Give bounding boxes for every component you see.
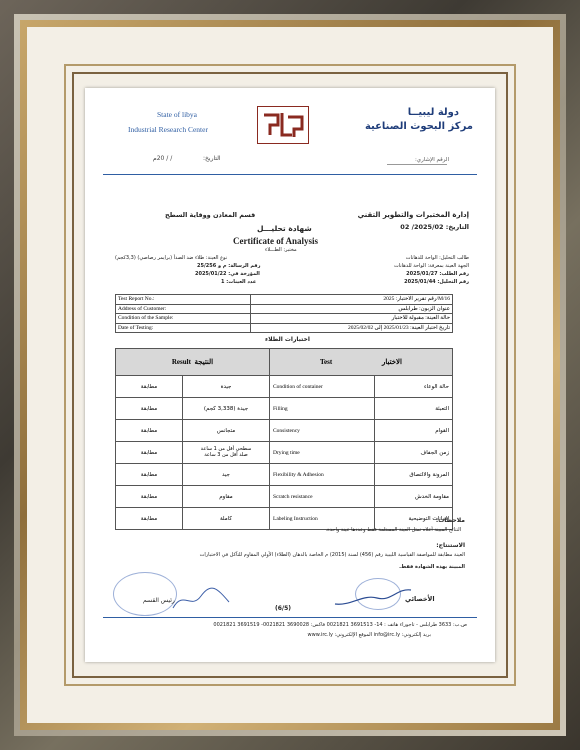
meta-right-3: رقم الطلب: 2025/01/27: [406, 271, 469, 277]
result-cell: جيد: [183, 464, 270, 486]
table-row: [116, 420, 453, 442]
department-name: إدارة المختبرات والتطوير التقني: [357, 211, 469, 219]
meta-right-1: طالب التحليل: الواحة للدهانات: [405, 255, 469, 261]
test-name-en: Consistency: [270, 420, 375, 442]
head-signature: [171, 584, 231, 614]
table-row: [116, 314, 453, 324]
test-header-en: Test: [320, 358, 333, 366]
test-name-ar: حالة الوعاء: [375, 376, 453, 398]
footer-divider: [103, 617, 477, 618]
result-cell: جيدة: [183, 376, 270, 398]
table-row: [116, 295, 453, 305]
meta-left-2: رقم الرسالة: م و 25/256: [197, 263, 261, 269]
test-name-en: Labeling Instruction: [270, 508, 375, 530]
header-center-en: Industrial Research Center: [128, 125, 208, 134]
test-header-ar: الاختبار: [381, 358, 402, 366]
meta-left-1: نوع العينة: طلاء ضد الصدأ (برايمر رصاصي) (3,3كجم): [115, 255, 228, 261]
test-name-ar: التعبئة: [375, 398, 453, 420]
irc-logo: [257, 106, 309, 144]
table-row: [116, 304, 453, 314]
test-name-ar: زمن الجفاف: [375, 442, 453, 464]
info-value-ar: تاريخ اختبار العينة: 2025/01/23 إلى 2025/02/02: [251, 323, 453, 333]
section-name: قسم المعادن ووقاية السطح: [165, 211, 256, 219]
conclusion-text-1: العينة مطابقة للمواصفة القياسية الليبية رقم (456) لسنة (2015) م الخاصة بالدهان (الطلاء) الأولي المقاوم للتآكل في الاختبارات: [199, 552, 465, 558]
certificate-title-ar: شهادة تحليـــل: [257, 224, 312, 233]
info-label-en: Condition of the Sample:: [116, 314, 251, 324]
specialist-signature: [333, 584, 413, 610]
tests-table: [115, 348, 453, 530]
header-state-en: State of libya: [157, 110, 197, 119]
meta-left-3: المؤرخة في: 2025/01/22: [195, 271, 260, 277]
info-label-en: Test Report No.:: [116, 295, 251, 305]
report-info-table: [115, 294, 453, 333]
table-row: [116, 442, 453, 464]
test-name-ar: البيانات التوضيحية: [375, 508, 453, 530]
table-row: [116, 464, 453, 486]
status-cell: مطابقة: [116, 398, 183, 420]
header-date-value: / / 20م: [153, 155, 173, 162]
specialist-label: الأخصائي: [405, 595, 435, 603]
result-cell: متجانس: [183, 420, 270, 442]
result-column-header: [116, 349, 270, 376]
department-stamp: [113, 572, 177, 616]
status-cell: مطابقة: [116, 464, 183, 486]
status-cell: مطابقة: [116, 420, 183, 442]
conclusion-text-2: المبينة بهذه الشهادة فقط.: [399, 564, 465, 570]
header-state-ar: دولة ليبيــا: [407, 107, 459, 118]
status-cell: مطابقة: [116, 508, 183, 530]
laboratory-name: مختبر: الطـــلاء: [265, 247, 297, 253]
page-number: (6/5): [275, 605, 292, 612]
footer-address: ص.ب: 3633 طرابلس - تاجوراء هاتف : 14- 3691513 0021821 فاكس: 3690028 0021821- 3691519 0021821: [213, 622, 467, 628]
meta-left-4: عدد العينات: 1: [221, 279, 257, 285]
department-date: التاريخ: 2025/02/ 02: [400, 223, 469, 231]
status-cell: مطابقة: [116, 486, 183, 508]
table-row: [116, 376, 453, 398]
table-row: [116, 398, 453, 420]
table-header-row: [116, 349, 453, 376]
ref-number-label: الرقم الإشاري:: [414, 157, 449, 163]
test-name-en: Condition of container: [270, 376, 375, 398]
result-header-ar: النتيجة: [194, 358, 214, 366]
status-cell: مطابقة: [116, 442, 183, 464]
result-header-en: Result: [171, 358, 191, 366]
header-date-label: التاريخ:: [203, 155, 221, 162]
result-cell: مقاوم: [183, 486, 270, 508]
info-value-ar: حالة العينة: مقبولة للاختبار: [251, 314, 453, 324]
table-row: [116, 323, 453, 333]
meta-right-2: الجهة العينة بمعرفة: الواحة للدهانات: [394, 263, 469, 269]
test-name-en: Scratch resistance: [270, 486, 375, 508]
result-cell: جيدة (3,338 كجم): [183, 398, 270, 420]
tests-title: اختبارات الطلاء: [265, 336, 310, 343]
info-label-en: Date of Testing:: [116, 323, 251, 333]
notes-label: ملاحظات:: [435, 517, 465, 524]
footer-contact: بريد إلكتروني: info@irc.ly الموقع الإلكتروني: www.irc.ly: [307, 632, 431, 638]
test-name-en: Drying time: [270, 442, 375, 464]
ref-number-line: [387, 164, 447, 165]
header-center-ar: مركز البحوث الصناعية: [364, 121, 473, 132]
certificate-title-en: Certificate of Analysis: [233, 236, 318, 246]
test-name-ar: المرونة والالتصاق: [375, 464, 453, 486]
info-label-en: Address of Customer:: [116, 304, 251, 314]
result-cell: كاملة: [183, 508, 270, 530]
test-name-ar: القوام: [375, 420, 453, 442]
test-name-en: Flexibility & Adhesion: [270, 464, 375, 486]
meta-right-4: رقم التحليل: 2025/01/44: [404, 279, 469, 285]
certificate-document: [85, 88, 495, 662]
info-value-ar: عنوان الزبون: طرابلس: [251, 304, 453, 314]
status-cell: مطابقة: [116, 376, 183, 398]
conclusion-label: الاستنتاج:: [436, 542, 465, 549]
test-name-ar: مقاومة الخدش: [375, 486, 453, 508]
test-column-header: [270, 349, 453, 376]
notes-text: النتائج المبينة أعلاه تمثل العينة المستلمة فقط وعددها عينة واحدة.: [325, 527, 461, 533]
result-cell: سطحي أقل من 1 ساعة صلد أقل من 3 ساعة: [183, 442, 270, 464]
info-value-ar: رقم تقرير الاختبار: 2025/M/16: [251, 295, 453, 305]
header-divider: [103, 174, 477, 175]
test-name-en: Filling: [270, 398, 375, 420]
head-of-section-label: رئيس القسم: [143, 597, 175, 604]
table-row: [116, 486, 453, 508]
